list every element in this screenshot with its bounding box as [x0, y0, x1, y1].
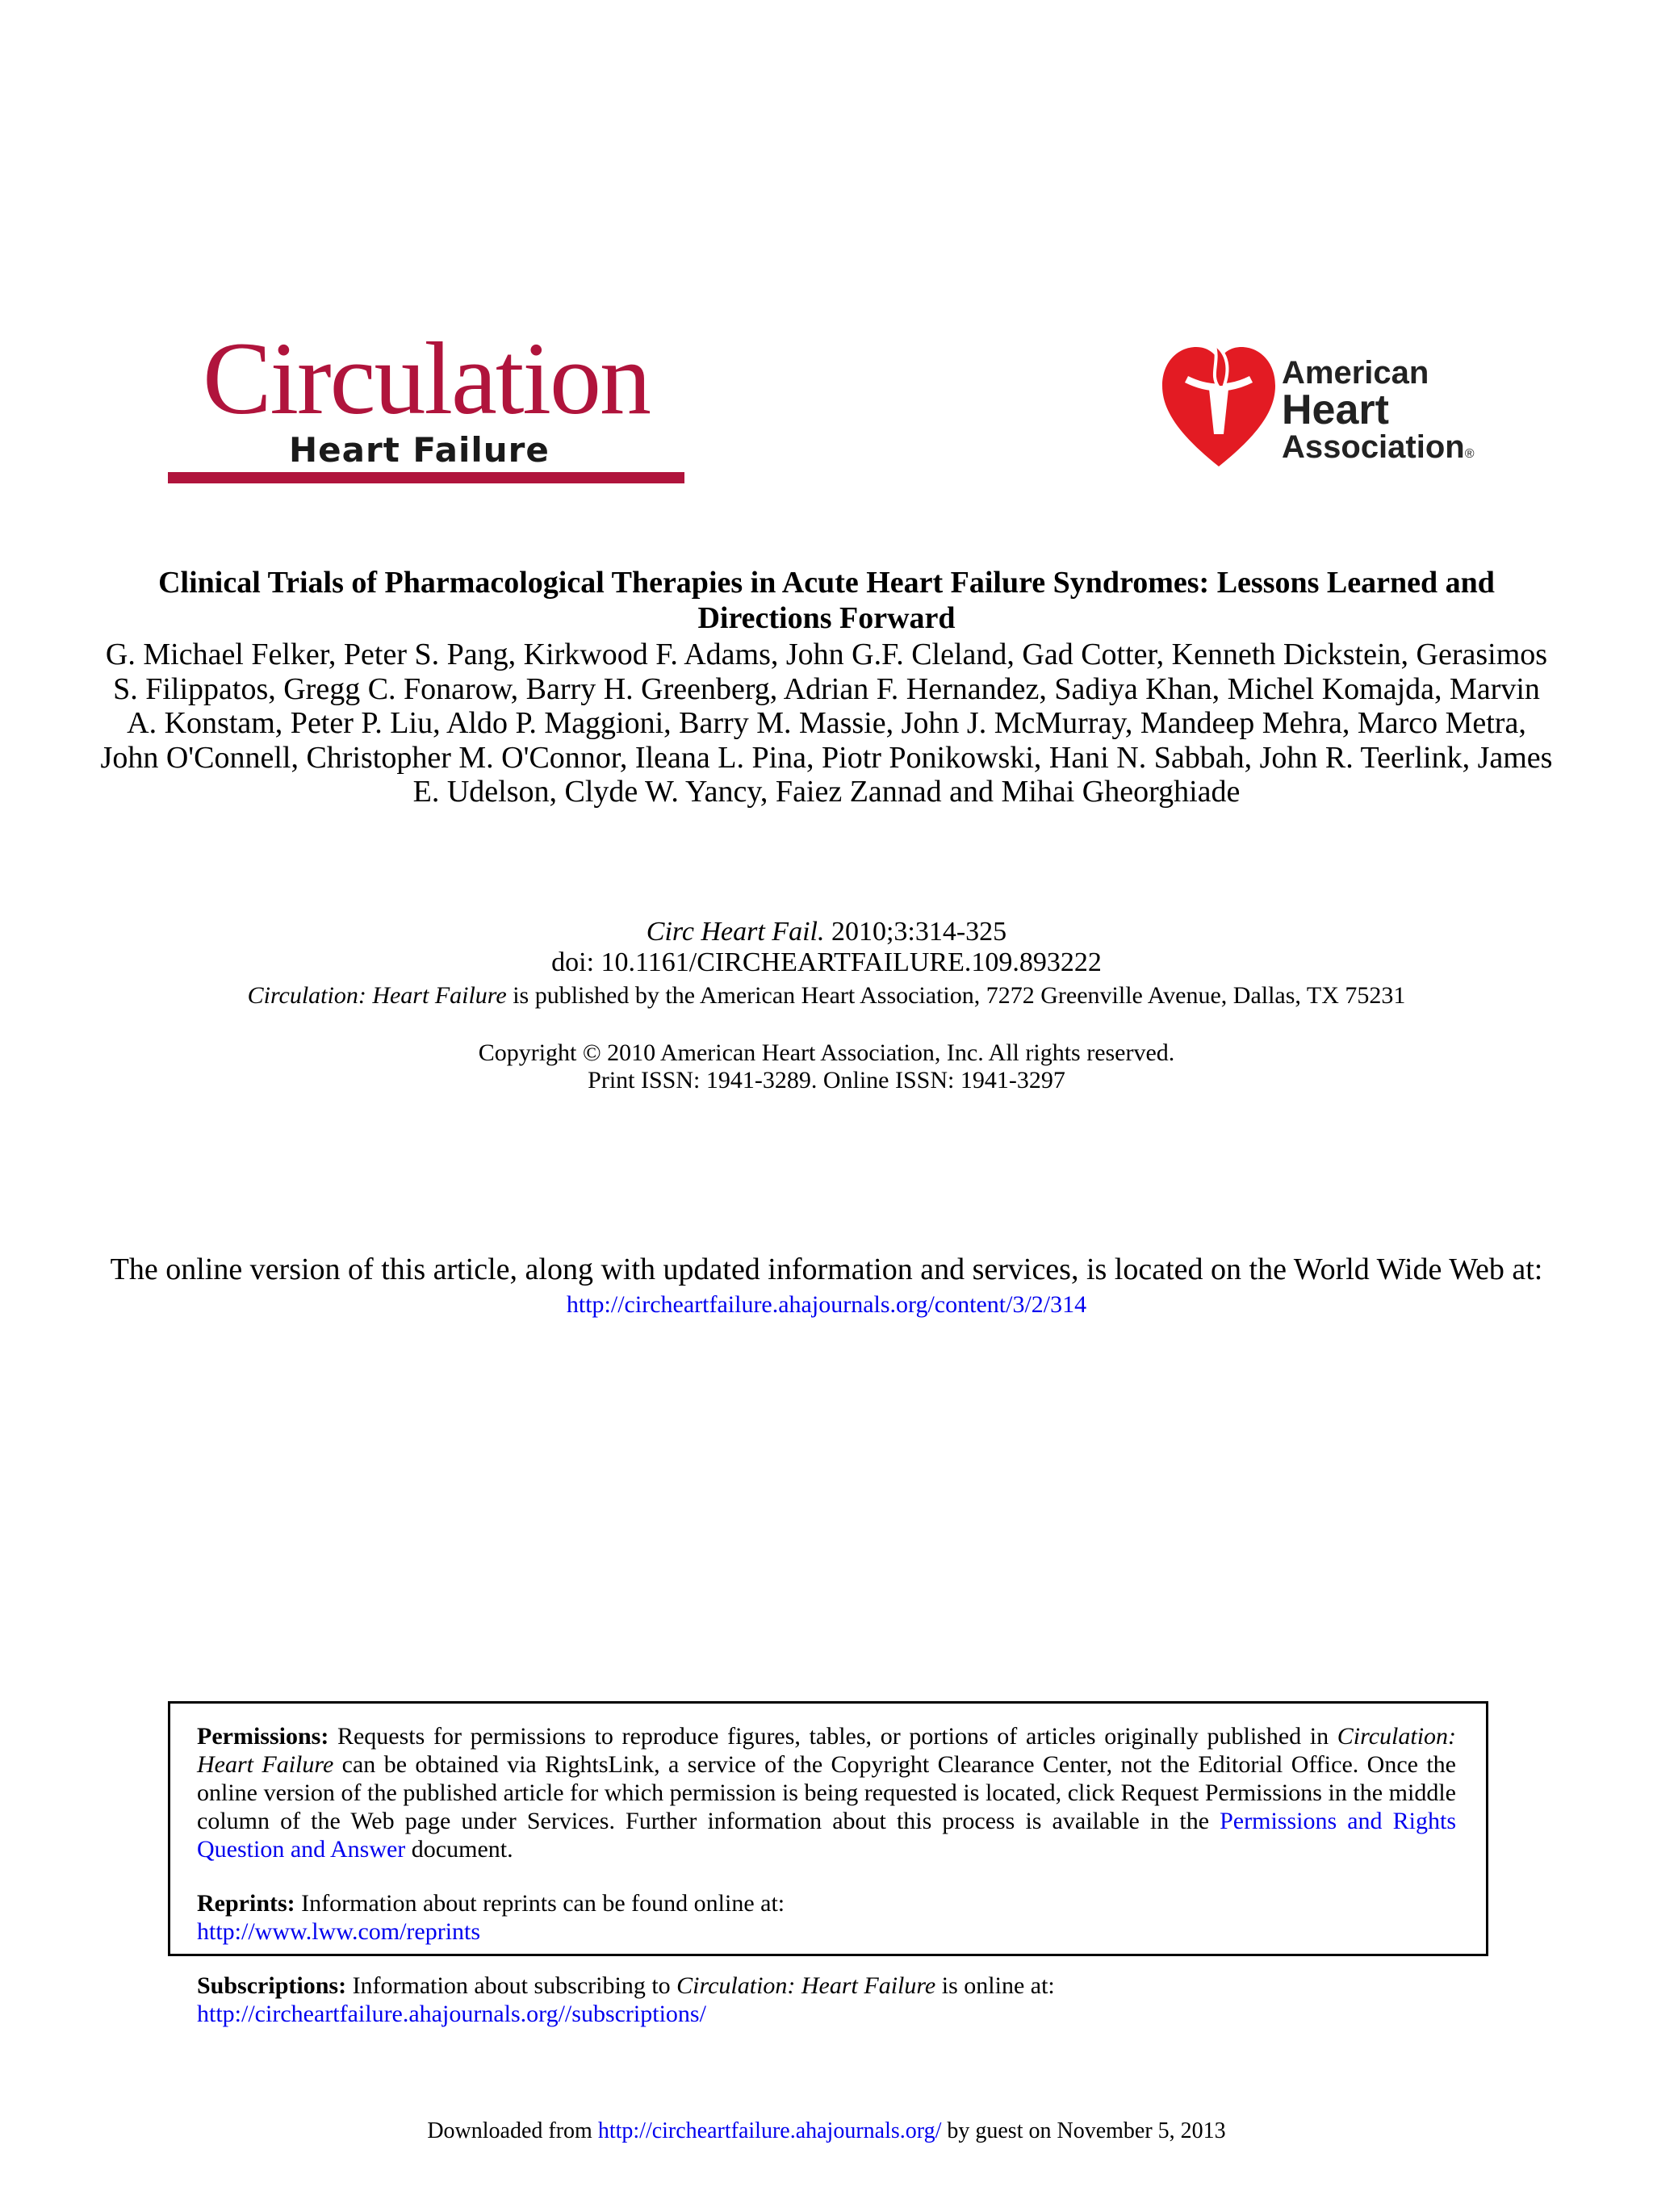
online-version-text: The online version of this article, along with updated information and services, is located on the World Wide Web at: — [110, 1252, 1543, 1286]
subscriptions-link[interactable]: http://circheartfailure.ahajournals.org//subscriptions/ — [197, 2001, 706, 2027]
permissions-text-2: can be obtained via RightsLink, a service of the Copyright Clearance Center, not the Editorial Office. Once the online version of the published article for which permission is being requested is located, click Request Permissions in the middle column of the Web page under Services. Further information about this process is available in the — [197, 1751, 1457, 1834]
journal-logo-bar — [168, 472, 684, 483]
issn-line: Print ISSN: 1941-3289. Online ISSN: 1941-3297 — [588, 1067, 1065, 1093]
article-authors: G. Michael Felker, Peter S. Pang, Kirkwood F. Adams, John G.F. Cleland, Gad Cotter, Kenneth Dickstein, Gerasimos S. Filippatos, Gregg C. Fonarow, Barry H. Greenberg, Adrian F. Hernandez, Sadiya Khan, Michel Komajda, Marvin A. Konstam, Peter P. Liu, Aldo P. Maggioni, Barry M. Massie, John J. McMurray, Mandeep Mehra, Marco Metra, John O'Connell, Christopher M. O'Connor, Ileana L. Pina, Piotr Ponikowski, Hani N. Sabbah, John R. Teerlink, James E. Udelson, Clyde W. Yancy, Faiez Zannad and Mihai Gheorghiade — [100, 638, 1553, 809]
subscriptions-paragraph — [197, 1972, 1456, 2028]
copyright-line: Copyright © 2010 American Heart Association, Inc. All rights reserved. — [478, 1039, 1175, 1066]
aha-logo-line1: American — [1282, 355, 1429, 391]
citation-doi: doi: 10.1161/CIRCHEARTFAILURE.109.893222 — [551, 947, 1102, 977]
reprints-label: Reprints: — [197, 1890, 295, 1917]
permissions-text-3: document. — [411, 1836, 513, 1863]
reprints-paragraph — [197, 1889, 1456, 1946]
citation-line — [97, 916, 1556, 948]
publisher-journal: Circulation: Heart Failure — [247, 982, 507, 1009]
online-version — [97, 1252, 1556, 1319]
footer-link[interactable]: http://circheartfailure.ahajournals.org/ — [597, 2118, 942, 2143]
aha-logo-line2: Heart — [1282, 387, 1389, 433]
registered-mark: ® — [1464, 447, 1475, 461]
article-title: Clinical Trials of Pharmacological Therapies in Acute Heart Failure Syndromes: Lessons Learned and Directions Forward — [158, 566, 1495, 635]
subscriptions-journal: Circulation: Heart Failure — [676, 1972, 936, 1999]
permissions-paragraph — [197, 1722, 1456, 1863]
permissions-text-1: Requests for permissions to reproduce figures, tables, or portions of articles originally published in — [337, 1723, 1329, 1750]
download-footer — [97, 2118, 1556, 2144]
online-version-link[interactable]: http://circheartfailure.ahajournals.org/content/3/2/314 — [566, 1291, 1087, 1318]
aha-logo-line3: Association® — [1282, 429, 1475, 465]
footer-text-1: Downloaded from — [427, 2118, 592, 2143]
heart-torch-icon — [1162, 337, 1275, 475]
journal-logo-subtitle: Heart Failure — [289, 430, 550, 470]
footer-text-2: by guest on November 5, 2013 — [947, 2118, 1226, 2143]
reprints-link[interactable]: http://www.lww.com/reprints — [197, 1918, 481, 1945]
reprints-text: Information about reprints can be found online at: — [301, 1890, 785, 1917]
citation-volume: 2010;3:314-325 — [831, 917, 1007, 947]
subscriptions-label: Subscriptions: — [197, 1972, 347, 1999]
publisher-text: is published by the American Heart Association, 7272 Greenville Avenue, Dallas, TX 75231 — [513, 982, 1406, 1009]
publisher-statement — [161, 982, 1492, 1010]
permissions-journal: Circulation: Heart Failure — [197, 1723, 1457, 1778]
permissions-qa-link[interactable]: Permissions and Rights Question and Answer — [197, 1808, 1457, 1863]
citation-journal: Circ Heart Fail. — [646, 917, 825, 947]
aha-logo — [1162, 337, 1493, 483]
permissions-label: Permissions: — [197, 1723, 329, 1750]
journal-logo — [168, 321, 684, 488]
subscriptions-text-2: is online at: — [941, 1972, 1055, 1999]
journal-logo-title: Circulation — [203, 321, 650, 436]
subscriptions-text-1: Information about subscribing to — [352, 1972, 671, 1999]
permissions-content — [197, 1722, 1456, 2028]
